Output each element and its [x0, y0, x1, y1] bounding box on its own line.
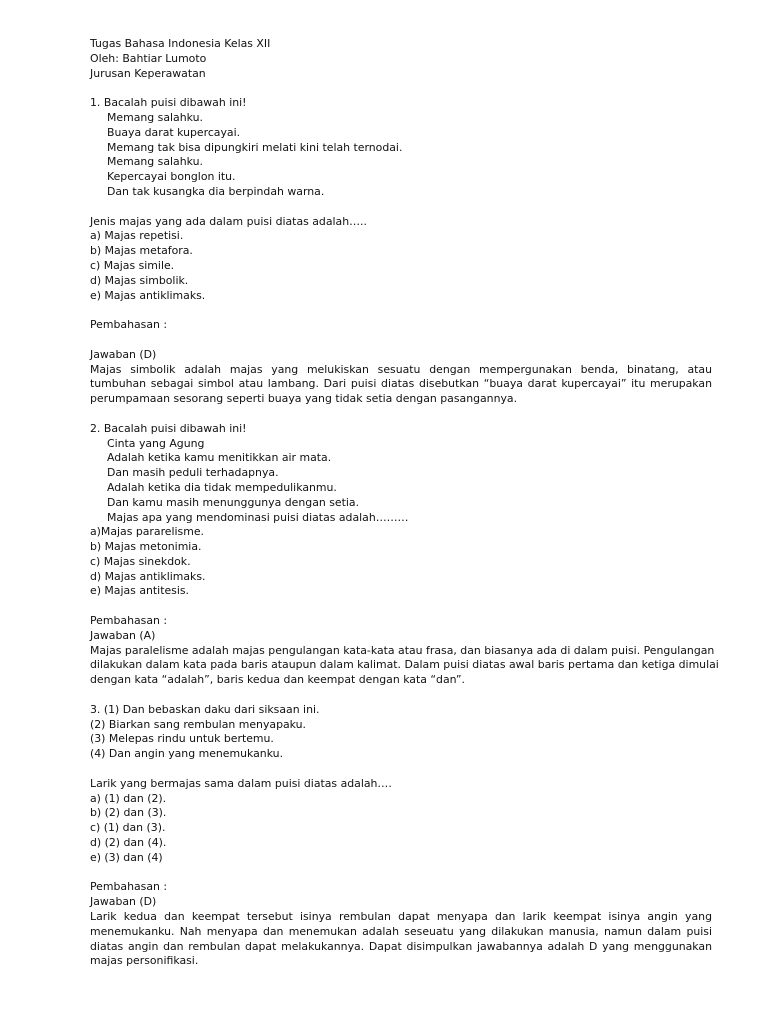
q2-option: b) Majas metonimia. [90, 540, 202, 554]
q3-explanation [90, 910, 712, 969]
q3-poem-line: (2) Biarkan sang rembulan menyapaku. [90, 717, 306, 731]
q1-explanation-line: perumpamaan sesorang seperti buaya yang tidak setia dengan pasangannya. [90, 392, 518, 406]
q3-question: Larik yang bermajas sama dalam puisi diatas adalah…. [90, 776, 392, 790]
q3-option: b) (2) dan (3). [90, 806, 167, 820]
q2-poem-line: Dan masih peduli terhadapnya. [107, 466, 279, 480]
q1-option: b) Majas metafora. [90, 244, 193, 258]
q2-poem-line: Adalah ketika kamu menitikkan air mata. [107, 451, 332, 465]
q2-explanation-line: dengan kata “adalah”, baris kedua dan keempat dengan kata “dan”. [90, 673, 466, 687]
q3-discussion-label: Pembahasan : [90, 880, 168, 894]
q1-discussion-label: Pembahasan : [90, 318, 168, 332]
q3-answer: Jawaban (D) [90, 895, 157, 909]
author-line: Oleh: Bahtiar Lumoto [90, 51, 207, 65]
q3-option: c) (1) dan (3). [90, 821, 166, 835]
q2-explanation-line: dilakukan dalam kata pada baris ataupun dalam kalimat. Dalam puisi diatas awal baris pertama dan ketiga dimulai [90, 658, 719, 672]
q1-explanation-line: Majas simbolik adalah majas yang melukiskan sesuatu dengan mempergunakan benda, binatang, atau [90, 362, 712, 376]
q1-poem-line: Buaya darat kupercayai. [107, 125, 241, 139]
q1-explanation-line: tumbuhan sebagai simbol atau lambang. Dari puisi diatas disebutkan “buaya darat kupercayai” itu merupakan [90, 377, 712, 391]
q1-explanation [90, 363, 712, 407]
q2-option: d) Majas antiklimaks. [90, 569, 206, 583]
q3-option: e) (3) dan (4) [90, 850, 163, 864]
q1-poem-line: Memang salahku. [107, 110, 203, 124]
q1-option: a) Majas repetisi. [90, 229, 184, 243]
document-title: Tugas Bahasa Indonesia Kelas XII [90, 37, 271, 50]
q3-explanation-line: majas personifikasi. [90, 954, 199, 968]
q2-option: c) Majas sinekdok. [90, 554, 191, 568]
q2-poem-line: Cinta yang Agung [107, 436, 205, 450]
q2-answer: Jawaban (A) [90, 628, 156, 642]
q3-option: d) (2) dan (4). [90, 836, 167, 850]
q2-poem-line: Dan kamu masih menunggunya dengan setia. [107, 495, 360, 509]
q3-poem-line: (4) Dan angin yang menemukanku. [90, 747, 284, 761]
q3-poem-line: (3) Melepas rindu untuk bertemu. [90, 732, 274, 746]
q1-poem-line: Memang tak bisa dipungkiri melati kini telah ternodai. [107, 140, 403, 154]
q2-explanation [90, 643, 719, 688]
q3-explanation-line: Larik kedua dan keempat tersebut isinya rembulan dapat menyapa dan larik keempat isinya angin yang [90, 910, 712, 924]
q3-explanation-line: diatas angin dan rembulan dapat melakukannya. Dapat disimpulkan jawabannya adalah D yang menggunakan [90, 939, 712, 953]
q2-discussion-label: Pembahasan : [90, 614, 168, 628]
q1-option: d) Majas simbolik. [90, 273, 189, 287]
q1-question: Jenis majas yang ada dalam puisi diatas adalah….. [90, 214, 367, 228]
q3-explanation-line: menemukanku. Nah menyapa dan menemukan adalah seseuatu yang dilakukan manusia, namun dalam puisi [90, 924, 712, 938]
q2-question: Majas apa yang mendominasi puisi diatas adalah……… [107, 510, 409, 524]
q1-poem-line: Memang salahku. [107, 155, 203, 169]
q1-answer: Jawaban (D) [90, 347, 157, 361]
q1-intro: 1. Bacalah puisi dibawah ini! [90, 96, 247, 110]
q1-option: e) Majas antiklimaks. [90, 288, 206, 302]
q2-intro: 2. Bacalah puisi dibawah ini! [90, 421, 247, 435]
q3-option: a) (1) dan (2). [90, 791, 167, 805]
department-line: Jurusan Keperawatan [90, 66, 206, 80]
q1-option: c) Majas simile. [90, 258, 175, 272]
q2-option: a)Majas pararelisme. [90, 525, 205, 539]
q1-poem-line: Dan tak kusangka dia berpindah warna. [107, 184, 325, 198]
q2-poem-line: Adalah ketika dia tidak mempedulikanmu. [107, 480, 337, 494]
q1-poem-line: Kepercayai bonglon itu. [107, 170, 236, 184]
q2-option: e) Majas antitesis. [90, 584, 189, 598]
q2-explanation-line: Majas paralelisme adalah majas pengulangan kata-kata atau frasa, dan biasanya ada di dalam puisi. Pengulangan [90, 643, 715, 657]
q3-poem-line: 3. (1) Dan bebaskan daku dari siksaan ini. [90, 702, 320, 716]
